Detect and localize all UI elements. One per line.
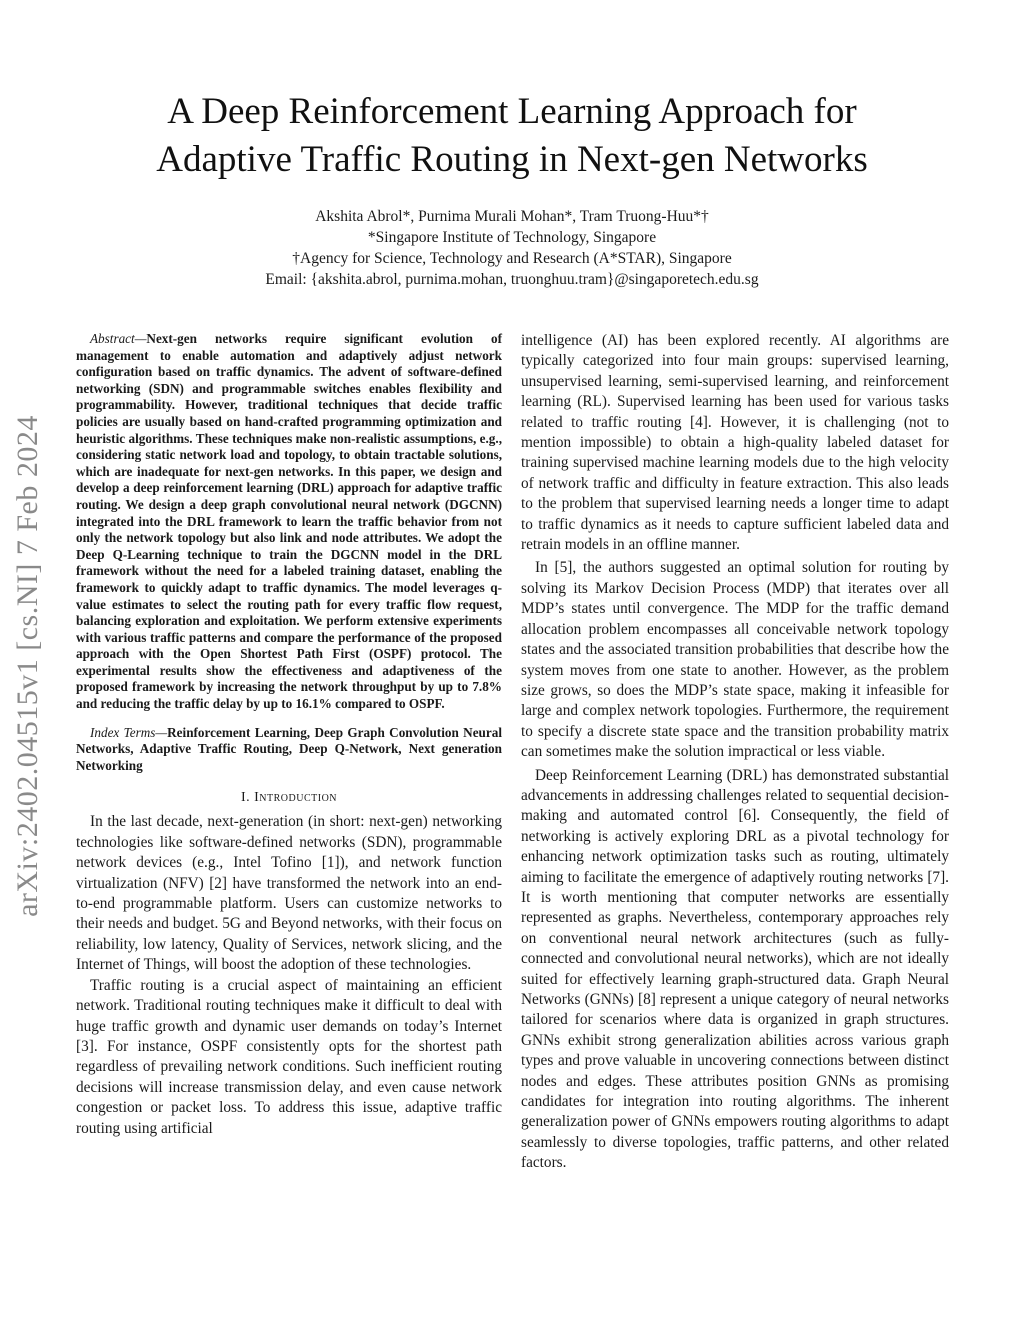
arxiv-identifier-stamp <box>8 373 48 958</box>
abstract-text: Next-gen networks require significant evolution of management to enable automation and adaptively adjust network configuration based on traffic dynamics. The advent of software-defined networking (SDN) and programmable switches enables flexibility and programmability. However, traditional techniques that decide traffic policies are usually based on hand-crafted programming optimization and heuristic algorithms. These techniques make non-realistic assumptions, e.g., considering static network load and topology, to obtain tractable solutions, which are inadequate for next-gen networks. In this paper, we design and develop a deep reinforcement learning (DRL) approach for adaptive traffic routing. We design a deep graph convolutional neural network (DGCNN) integrated into the DRL framework to learn the traffic behavior from not only the network topology but also link and node attributes. We adopt the Deep Q-Learning technique to train the DGCNN model in the DRL framework without the need for a labeled training dataset, enabling the framework to quickly adapt to traffic dynamics. The model leverages q-value estimates to select the routing path for every traffic flow request, balancing exploration and exploitation. We perform extensive experiments with various traffic patterns and compare the performance of the proposed approach with the Open Shortest Path First (OSPF) protocol. The experimental results show the effectiveness and adaptiveness of the proposed framework by increasing the network throughput by up to 7.8% and reducing the traffic delay by up to 16.1% compared to OSPF. <box>76 331 502 712</box>
arxiv-identifier-text: arXiv:2402.04515v1 [cs.NI] 7 Feb 2024 <box>11 414 44 917</box>
author-block <box>60 206 964 290</box>
author-names: Akshita Abrol*, Purnima Murali Mohan*, Tram Truong-Huu*† <box>315 208 709 225</box>
right-column <box>521 331 949 1177</box>
left-column <box>76 331 502 1139</box>
abstract <box>76 331 502 713</box>
right-paragraph-3: Deep Reinforcement Learning (DRL) has demonstrated substantial advancements in addressing challenges related to sequential decision-making and automated control [6]. Consequently, the field of networking is actively exploring DRL as a pivotal technology for enhancing network optimization tasks such as routing, ultimately aiming to facilitate the emergence of adaptively routing networks [7]. It is worth mentioning that computer networks are essentially represented as graphs. Nevertheless, contemporary approaches rely on conventional neural network architectures (such as fully-connected and convolutional neural networks), which are not ideally suited for effectively learning graph-structured data. Graph Neural Networks (GNNs) [8] represent a unique category of neural networks tailored for scenarios where data is organized in graph structures. GNNs exhibit strong generalization abilities across various graph types and prove valuable in uncovering connections between distinct nodes and edges. These attributes position GNNs as promising candidates for integration into routing algorithms. The inherent generalization power of GNNs empowers routing algorithms to adapt seamlessly to diverse topologies, traffic patterns, and other related factors. <box>521 766 949 1172</box>
right-paragraph-1: intelligence (AI) has been explored recently. AI algorithms are typically categorized into four main groups: supervised learning, unsupervised learning, semi-supervised learning, and reinforcement learning (RL). Supervised learning has been used for various tasks related to traffic routing [4]. However, it is challenging (not to mention impossible) to obtain a high-quality labeled dataset for training supervised machine learning models due to the high velocity of network traffic and difficulty in feature extraction. This also leads to the problem that supervised learning needs a longer time to adapt to traffic dynamics as it needs to capture sufficient labeled data and retrain models in an offline manner. <box>521 332 949 554</box>
section-heading-introduction <box>76 790 502 806</box>
author-emails: Email: {akshita.abrol, purnima.mohan, truonghuu.tram}@singaporetech.edu.sg <box>265 271 759 288</box>
index-terms <box>76 725 502 775</box>
affiliation-sit: *Singapore Institute of Technology, Singapore <box>367 229 657 246</box>
right-paragraph-2: In [5], the authors suggested an optimal solution for routing by solving its Markov Decision Process (MDP) that iterates over all MDP’s states until convergence. The MDP for the traffic demand allocation problem encompasses all conceivable network topology states and the associated transition probabilities that describe how the system moves from one state to another. However, as the problem size grows, so does the MDP’s state space, making it infeasible for large and complex network topologies. Furthermore, the requirement to specify a discrete state space and the transition probability matrix can sometimes make the solution impractical or less viable. <box>521 559 949 761</box>
affiliation-astar: †Agency for Science, Technology and Research (A*STAR), Singapore <box>292 250 732 267</box>
section-number: I. <box>240 790 251 806</box>
paper-title <box>60 88 964 184</box>
abstract-label: Abstract— <box>90 331 147 346</box>
title-line-1: A Deep Reinforcement Learning Approach for <box>167 91 857 132</box>
index-terms-label: Index Terms— <box>90 724 168 740</box>
title-line-2: Adaptive Traffic Routing in Next-gen Networks <box>156 139 868 180</box>
intro-paragraph-2: Traffic routing is a crucial aspect of maintaining an efficient network. Traditional routing techniques make it difficult to deal with huge traffic growth and dynamic user demands on today’s Internet [3]. For instance, OSPF consistently opts for the shortest path regardless of prevailing network conditions. Such inefficient routing decisions will increase transmission delay, and even cause network congestion or packet loss. To address this issue, adaptive traffic routing using artificial <box>76 976 502 1137</box>
index-terms-text: Reinforcement Learning, Deep Graph Convolution Neural Networks, Adaptive Traffic Routing, Deep Q-Network, Next generation Networking <box>76 724 502 773</box>
intro-paragraph-1: In the last decade, next-generation (in short: next-gen) networking technologies like software-defined networks (SDN), programmable network devices (e.g., Intel Tofino [1]), and network function virtualization (NFV) [2] have transformed the network into an end-to-end programmable platform. Users can customize networks to their needs and budget. 5G and Beyond networks, with their focus on reliability, low latency, Quality of Services, network slicing, and the Internet of Things, will boost the adoption of these technologies. <box>76 813 502 974</box>
section-title: Introduction <box>254 790 338 806</box>
